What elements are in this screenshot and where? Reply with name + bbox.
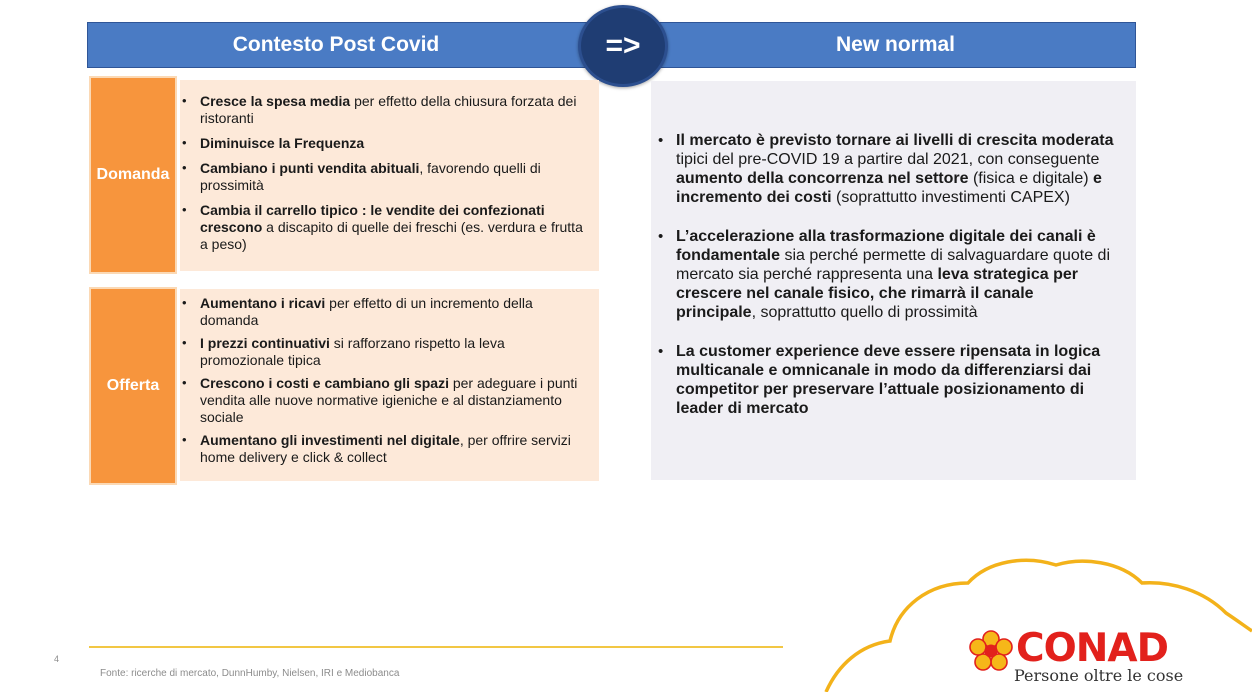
conad-tagline: Persone oltre le cose — [1014, 666, 1184, 685]
header-right-title: New normal — [835, 33, 956, 56]
list-item — [180, 135, 585, 152]
list-item — [180, 335, 585, 369]
conad-logo-text: CONAD — [1016, 626, 1168, 671]
item-bold: Aumentano i ricavi — [200, 295, 326, 311]
item-text: per adeguare i punti vendita alle nuove normative igieniche e al distanziamento sociale — [200, 375, 578, 425]
item-text: si rafforzano rispetto la leva promozionale tipica — [200, 335, 505, 368]
item-text: , per offrire servizi home delivery e click & collect — [200, 432, 571, 465]
list-item — [180, 432, 585, 466]
list-item — [180, 375, 585, 426]
offerta-content — [180, 289, 599, 481]
arrow-circle — [578, 5, 668, 87]
item-text: , favorendo quelli di prossimità — [200, 160, 541, 193]
label-domanda-text: Domanda — [96, 166, 170, 183]
footer-divider — [89, 646, 783, 648]
offerta-list — [180, 295, 585, 466]
item-text: sia perché permette di salvaguardare quote di mercato sia perché rappresenta una — [676, 247, 1110, 283]
list-item — [180, 160, 585, 194]
item-text: a discapito di quelle dei freschi (es. verdura e frutta a peso) — [200, 219, 583, 252]
item-bold: leva strategica per crescere nel canale fisico, che rimarrà il canale principale — [676, 266, 1079, 321]
header-left-title: Contesto Post Covid — [232, 33, 440, 56]
item-bold: Cambiano i punti vendita abituali — [200, 160, 420, 176]
page-number: 4 — [54, 654, 60, 664]
item-text: (fisica e digitale) — [968, 170, 1094, 187]
list-item — [180, 93, 585, 127]
domanda-content — [180, 80, 599, 271]
list-item — [180, 202, 585, 253]
arrow-text: => — [605, 29, 641, 62]
item-text: , soprattutto quello di prossimità — [751, 304, 978, 321]
conad-flower-icon — [968, 630, 1014, 672]
item-bold: I prezzi continuativi — [200, 335, 330, 351]
item-bold: Diminuisce la Frequenza — [200, 135, 365, 151]
item-bold: e incremento dei costi — [676, 170, 1102, 206]
label-offerta-text: Offerta — [106, 377, 160, 394]
item-text: per effetto della chiusura forzata dei ristoranti — [200, 93, 577, 126]
list-item — [656, 342, 1116, 418]
label-domanda — [89, 76, 177, 274]
label-offerta — [89, 287, 177, 485]
item-bold: Crescono i costi e cambiano gli spazi — [200, 375, 449, 391]
item-bold: aumento della concorrenza nel settore — [676, 170, 969, 187]
item-bold: Cresce la spesa media — [200, 93, 351, 109]
item-bold: Il mercato è previsto tornare ai livelli di crescita moderata — [676, 132, 1114, 149]
new-normal-list — [656, 131, 1116, 418]
domanda-list — [180, 93, 585, 253]
item-text: tipici del pre-COVID 19 a partire dal 2021, con conseguente — [676, 151, 1100, 168]
header-new-normal — [645, 22, 1136, 68]
source-note: Fonte: ricerche di mercato, DunnHumby, Nielsen, IRI e Mediobanca — [100, 668, 400, 679]
item-text: per effetto di un incremento della domanda — [200, 295, 533, 328]
item-bold: L’accelerazione alla trasformazione digitale dei canali è fondamentale — [676, 228, 1096, 264]
item-bold: Cambia il carrello tipico : le vendite dei confezionati crescono — [200, 202, 545, 235]
item-bold: Aumentano gli investimenti nel digitale — [200, 432, 460, 448]
list-item — [180, 295, 585, 329]
new-normal-panel — [651, 81, 1136, 480]
item-text: (soprattutto investimenti CAPEX) — [831, 189, 1070, 206]
item-bold: La customer experience deve essere ripensata in logica multicanale e omnicanale in modo da differenziarsi dai competitor per preservare l’attuale posizionamento di leader di mercato — [676, 343, 1101, 417]
header-context-post-covid — [87, 22, 605, 68]
list-item — [656, 131, 1116, 207]
list-item — [656, 227, 1116, 322]
